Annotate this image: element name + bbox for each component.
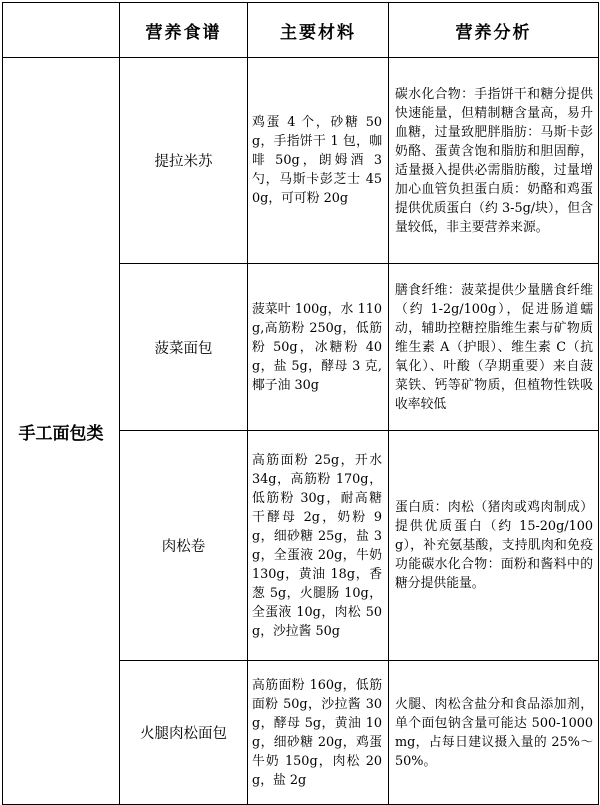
recipe-name: 肉松卷 — [120, 431, 248, 661]
recipe-analysis: 膳食纤维：菠菜提供少量膳食纤维（约 1-2g/100g），促进肠道蠕动，辅助控糖控脂维生素与矿物质维生素 A（护眼）、维生素 C（抗氧化）、叶酸（孕期重要）来自菠菜铁、钙等矿物质，但植物性铁吸收率较低 — [395, 282, 593, 412]
recipe-materials: 鸡蛋 4 个，砂糖 50g，手指饼干 1 包，咖啡 50g，朗姆酒 3 勺，马斯卡彭芝士 450g，可可粉 20g — [252, 115, 382, 206]
recipe-materials: 菠菜叶 100g，水 110g,高筋粉 250g，低筋粉 50g，冰糖粉 40g，盐 5g，酵母 3 克,椰子油 30g — [252, 301, 382, 393]
recipe-materials: 高筋面粉 25g，开水 34g，高筋粉 170g，低筋粉 30g，耐高糖干酵母 2g，奶粉 9g，细砂糖 25g，盐 3g，全蛋液 20g，牛奶 130g，黄油 18g，香葱 5g，火腿肠 10g，全蛋液 10g，肉松 50g，沙拉酱 50g — [252, 452, 382, 639]
table-row — [3, 58, 599, 264]
category-cell: 手工面包类 — [3, 58, 120, 805]
recipe-analysis: 蛋白质：肉松（猪肉或鸡肉制成）提供优质蛋白（约 15-20g/100g），补充氨基酸，支持肌肉和免疫功能碳水化合物：面粉和酱料中的糖分提供能量。 — [395, 500, 593, 591]
recipe-name: 提拉米苏 — [120, 58, 248, 264]
recipe-materials: 高筋面粉 160g，低筋面粉 50g，沙拉酱 30g，酵母 5g，黄油 10g，细砂糖 20g，鸡蛋牛奶 150g，肉松 20g，盐 2g — [252, 677, 382, 788]
header-recipe: 营养食谱 — [120, 3, 248, 58]
header-analysis: 营养分析 — [389, 3, 599, 58]
header-materials: 主要材料 — [248, 3, 389, 58]
header-blank — [3, 3, 120, 58]
recipe-name: 火腿肉松面包 — [120, 661, 248, 805]
table-header-row — [3, 3, 599, 58]
recipe-analysis: 火腿、肉松含盐分和食品添加剂，单个面包钠含量可能达 500-1000mg，占每日建议摄入量的 25%～50%。 — [395, 696, 593, 769]
nutrition-table — [2, 2, 599, 805]
recipe-analysis: 碳水化合物：手指饼干和糖分提供快速能量，但精制糖含量高，易升血糖，过量致肥胖脂肪：马斯卡彭奶酪、蛋黄含饱和脂肪和胆固醇，适量摄入提供必需脂肪酸，过量增加心血管负担蛋白质：奶酪和鸡蛋提供优质蛋白（约 3-5g/块），但含量较低，非主要营养来源。 — [395, 86, 593, 235]
recipe-name: 菠菜面包 — [120, 264, 248, 431]
